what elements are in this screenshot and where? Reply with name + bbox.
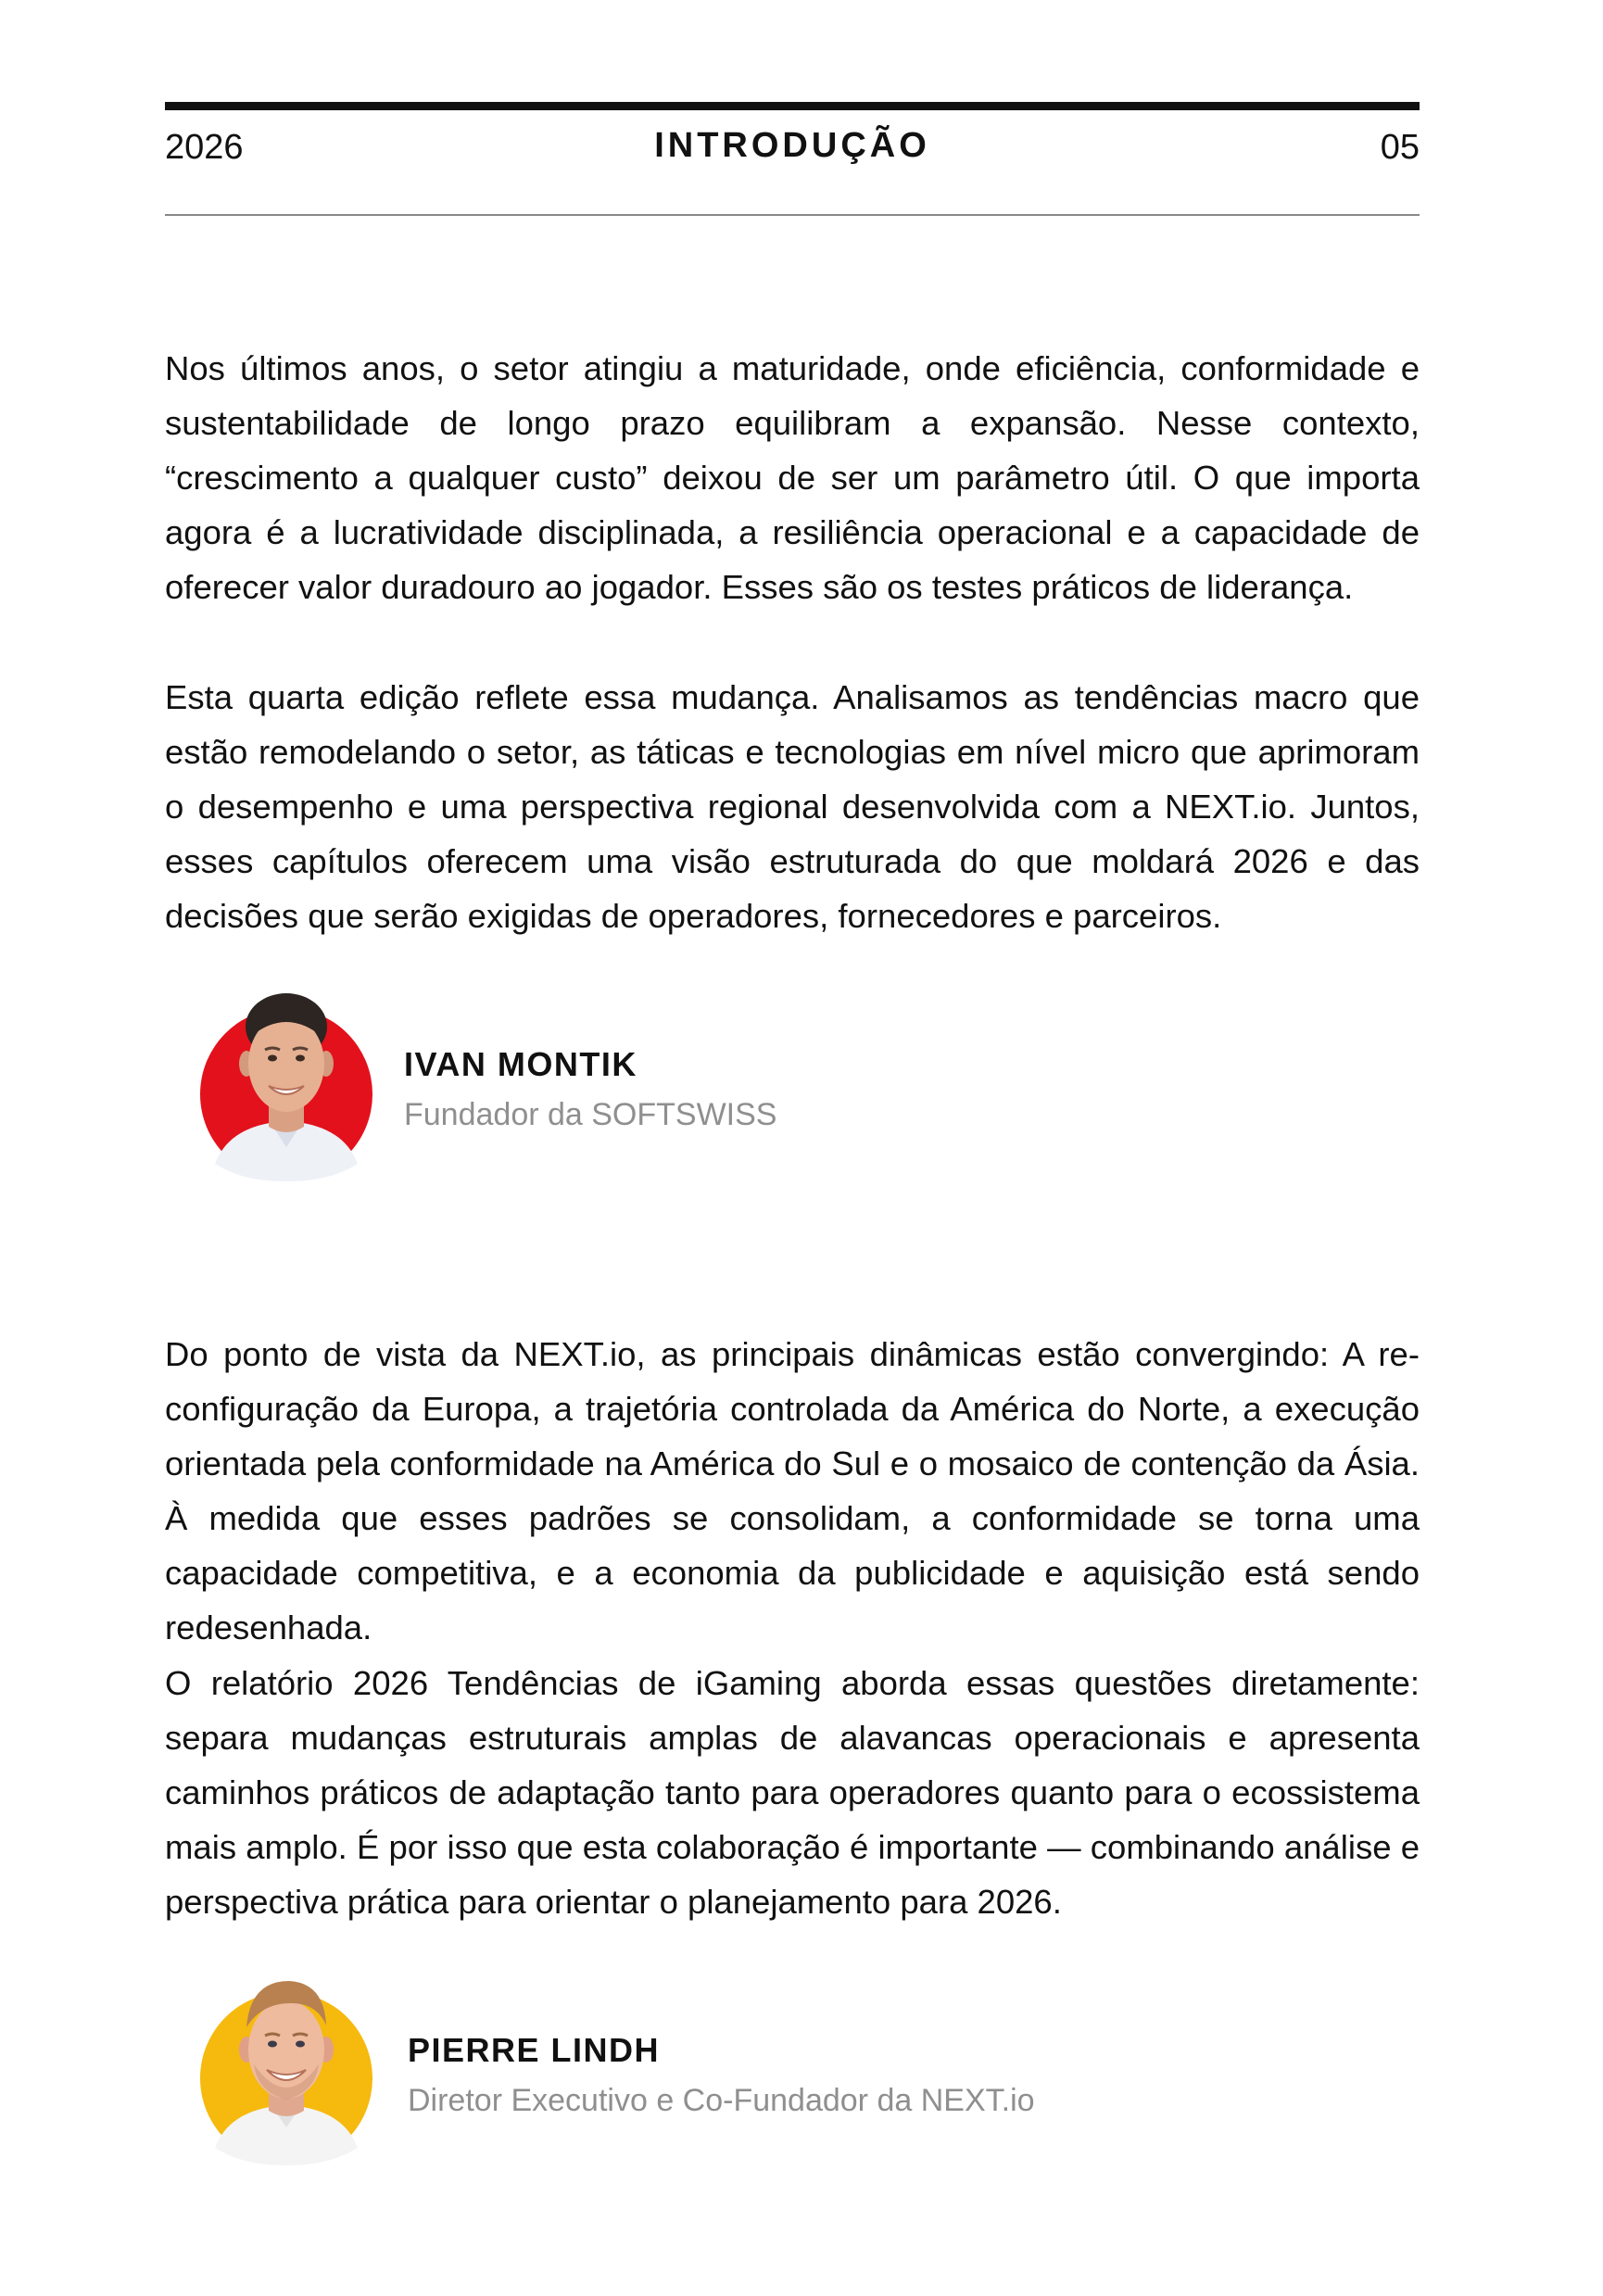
page-number: 05 bbox=[1380, 128, 1420, 167]
intro-paragraph-3: Do ponto de vista da NEXT.io, as principais dinâmicas estão convergindo: A reconfiguração da Europa, a trajetória controlada da América do Norte, a execução orientada pela conformidade na América do Sul e o mosaico de contenção da Ásia. À medida que esses padrões se consolidam, a conformidade se torna uma capacidade competitiva, e a economia da publicidade e aquisição está sendo redesenhada. bbox=[165, 1335, 1420, 1646]
intro-paragraph-2: Esta quarta edição reflete essa mudança. Analisamos as tendências macro que estão remodelando o setor, as táticas e tecnologias em nível micro que aprimoram o desempenho e uma perspectiva regional desenvolvida com a NEXT.io. Juntos, esses capítulos oferecem uma visão estruturada do que moldará 2026 e das decisões que serão exigidas de operadores, fornecedores e parceiros. bbox=[165, 678, 1420, 935]
header-top-rule bbox=[165, 102, 1420, 110]
avatar-portrait-icon bbox=[198, 1962, 374, 2166]
avatar-portrait-icon bbox=[198, 978, 374, 1182]
page-header bbox=[165, 122, 1420, 178]
author-role: Fundador da SOFTSWISS bbox=[404, 1097, 777, 1132]
avatar-photo bbox=[198, 1962, 374, 2166]
author-signature-pierre-lindh bbox=[198, 1962, 1125, 2166]
section-title: INTRODUÇÃO bbox=[654, 126, 930, 165]
intro-paragraph-4: O relatório 2026 Tendências de iGaming aborda essas questões diretamente: separa mudanças estruturais amplas de alavancas operacionais e apresenta caminhos práticos de adaptação tanto para operadores quanto para o ecossistema mais amplo. É por isso que esta colaboração é importante — combinando análise e perspectiva prática para orientar o planejamento para 2026. bbox=[165, 1664, 1420, 1921]
header-year: 2026 bbox=[165, 128, 244, 167]
author-name: PIERRE LINDH bbox=[408, 2031, 661, 2069]
avatar-photo bbox=[198, 978, 374, 1182]
author-signature-ivan-montik bbox=[198, 978, 1125, 1182]
intro-paragraph-1: Nos últimos anos, o setor atingiu a maturidade, onde eficiência, conformidade e sustentabilidade de longo prazo equilibram a expansão. Nesse contexto, “crescimento a qualquer custo” deixou de ser um parâmetro útil. O que importa agora é a lucratividade disciplinada, a resiliência operacional e a capacidade de oferecer valor duradouro ao jogador. Esses são os testes práticos de liderança. bbox=[165, 349, 1420, 606]
author-role: Diretor Executivo e Co-Fundador da NEXT.io bbox=[408, 2083, 1035, 2118]
header-divider bbox=[165, 214, 1420, 216]
author-name: IVAN MONTIK bbox=[404, 1045, 637, 1083]
